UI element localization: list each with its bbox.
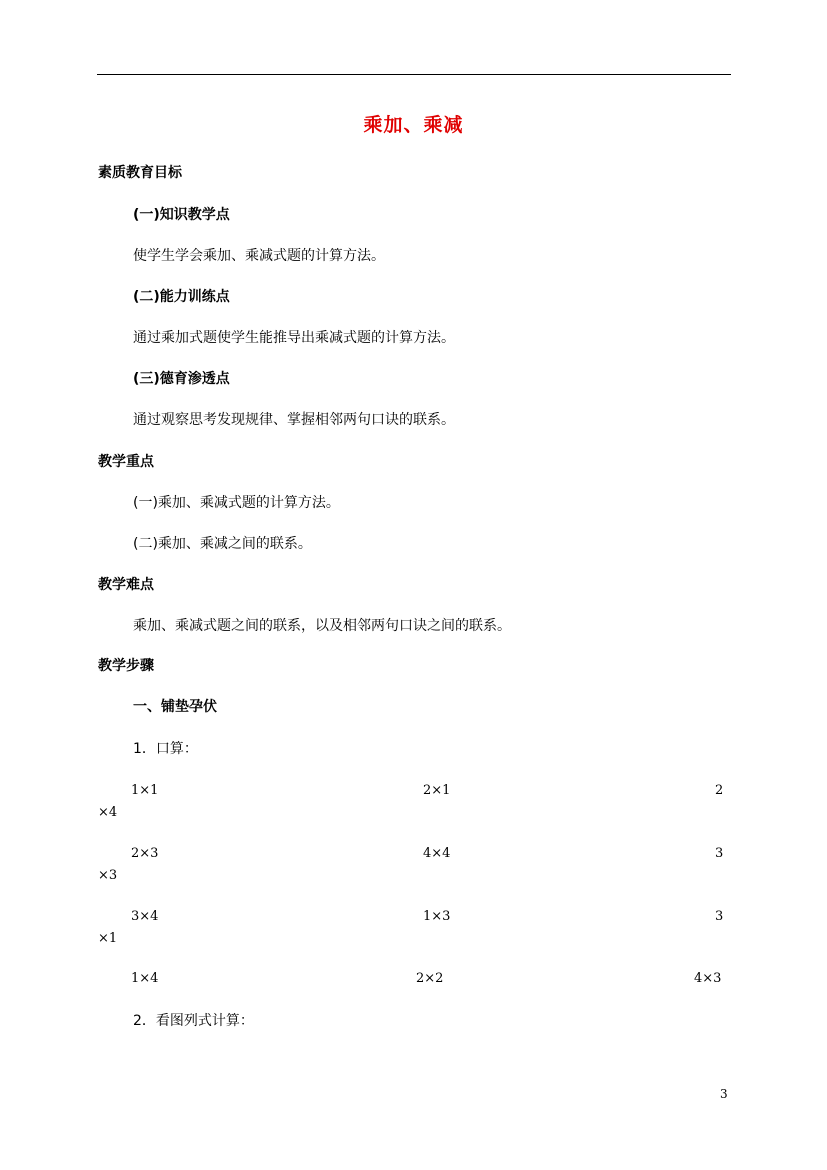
header-rule xyxy=(97,74,731,75)
key-heading: 教学重点 xyxy=(98,454,154,470)
oral-label: 1．口算： xyxy=(133,741,198,757)
oral-item: 1×1 xyxy=(131,783,159,798)
difficulty-text: 乘加、乘减式题之间的联系，以及相邻两句口诀之间的联系。 xyxy=(133,618,511,634)
key-item-1: (一)乘加、乘减式题的计算方法。 xyxy=(133,495,340,511)
ability-heading: (二)能力训练点 xyxy=(133,289,230,305)
steps-heading: 教学步骤 xyxy=(98,658,154,674)
page-number: 3 xyxy=(720,1087,728,1101)
oral-item: 2 xyxy=(715,783,724,798)
knowledge-heading: (一)知识教学点 xyxy=(133,207,230,223)
page-title: 乘加、乘减 xyxy=(363,114,464,136)
step1-heading: 一、铺垫孕伏 xyxy=(133,699,217,715)
ability-text: 通过乘加式题使学生能推导出乘减式题的计算方法。 xyxy=(133,330,455,346)
oral-item: 2×1 xyxy=(423,783,451,798)
oral-item: 2×2 xyxy=(416,971,444,986)
oral-item: 1×3 xyxy=(423,909,451,924)
goals-heading: 素质教育目标 xyxy=(98,165,182,181)
oral-item: ×1 xyxy=(98,931,118,946)
moral-text: 通过观察思考发现规律、掌握相邻两句口诀的联系。 xyxy=(133,412,455,428)
key-item-2: (二)乘加、乘减之间的联系。 xyxy=(133,536,312,552)
oral-item: 4×4 xyxy=(423,846,451,861)
picture-label: 2．看图列式计算： xyxy=(133,1013,254,1029)
oral-item: 3×4 xyxy=(131,909,159,924)
oral-item: 1×4 xyxy=(131,971,159,986)
moral-heading: (三)德育渗透点 xyxy=(133,371,230,387)
oral-item: 4×3 xyxy=(694,971,722,986)
oral-item: 3 xyxy=(715,846,724,861)
oral-item: ×4 xyxy=(98,805,118,820)
difficulty-heading: 教学难点 xyxy=(98,577,154,593)
knowledge-text: 使学生学会乘加、乘减式题的计算方法。 xyxy=(133,248,385,264)
oral-item: 3 xyxy=(715,909,724,924)
oral-item: 2×3 xyxy=(131,846,159,861)
oral-item: ×3 xyxy=(98,868,118,883)
